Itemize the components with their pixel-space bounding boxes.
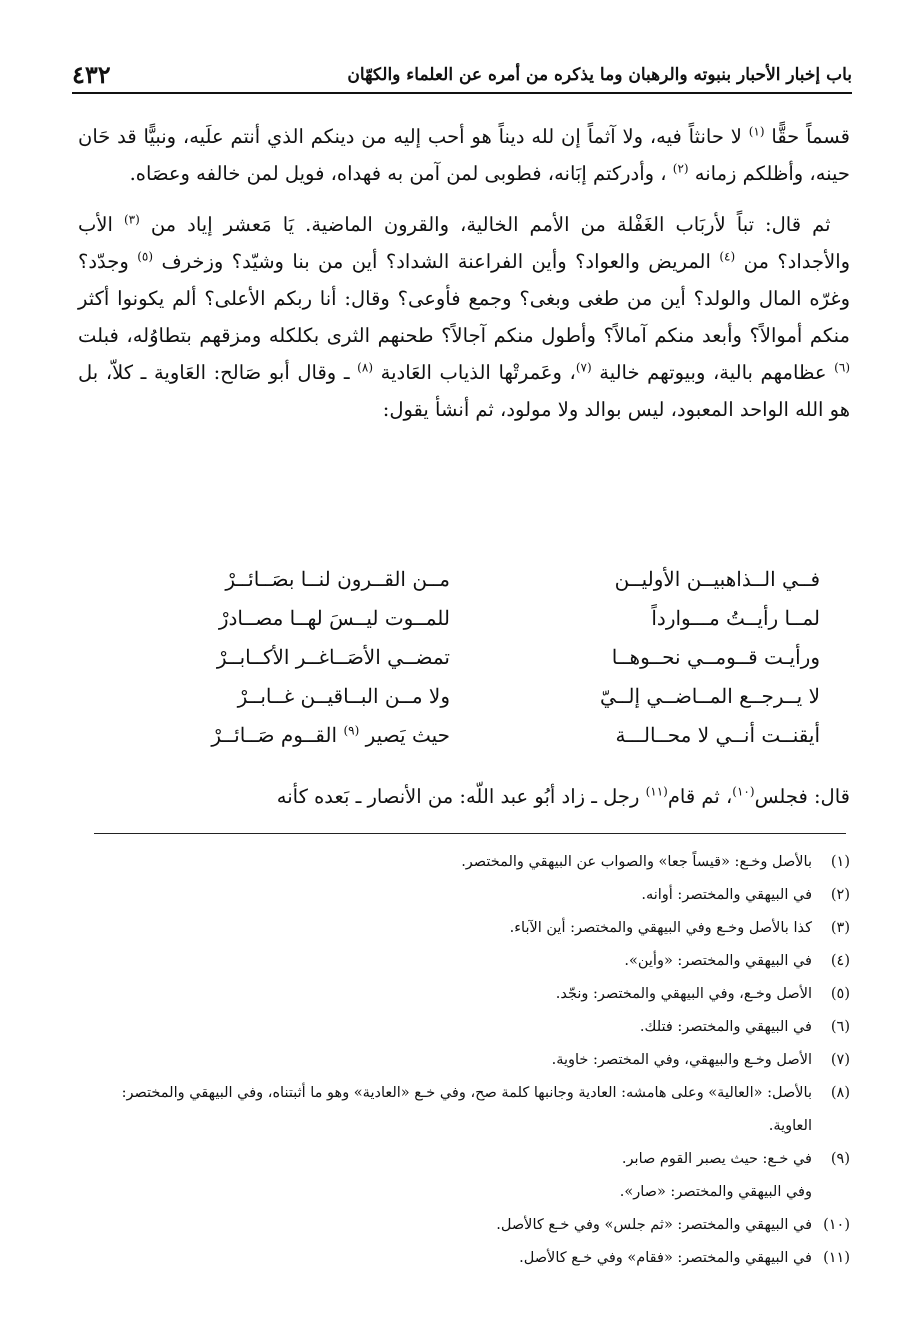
first-hemistich: لا يــرجــع المــاضــي إلــيّ <box>600 684 820 708</box>
second-hemistich: تمضــي الأصَــاغــر الأكــابــرْ <box>216 645 450 669</box>
poem-verse <box>120 560 820 599</box>
footnote-ref-11: (١١) <box>645 784 668 799</box>
paragraph-1 <box>78 118 850 192</box>
footnote <box>78 1077 850 1143</box>
text-run: ـ وقال أبو صَالح: العَاوية ـ كلاّ، بل هو الله الواحد المعبود، ليس بوالد ولا مولود، ثم أنشأ يقول: <box>78 361 850 421</box>
footnote-number: (٣) <box>830 920 850 936</box>
footnote-number: (٦) <box>830 1019 850 1035</box>
footnote-ref-2: (٢) <box>672 161 689 176</box>
poem-verse <box>120 677 820 716</box>
paragraph-2 <box>78 206 850 428</box>
page-header <box>72 52 852 90</box>
footnote-text: في خـع: حيث يصبر القوم صابر. <box>621 1151 812 1167</box>
footnote-text: كذا بالأصل وخـع وفي البيهقي والمختصر: أين الآباء. <box>509 920 812 936</box>
footnote-text: بالأصل وخـع: «قيساً جعا» والصواب عن البيهقي والمختصر. <box>461 854 812 870</box>
footnote <box>78 1242 850 1275</box>
header-rule <box>72 92 852 94</box>
main-text <box>78 118 850 428</box>
footnote-number: (٤) <box>830 953 850 969</box>
footnote-text: الأصل وخـع، وفي البيهقي والمختصر: ونجّد. <box>555 986 812 1002</box>
footnote-number: (٨) <box>830 1085 850 1101</box>
footnote-continuation: وفي البيهقي والمختصر: «صار». <box>619 1184 812 1200</box>
text-run: ، وأدركتم إبَانه، فطوبى لمن آمن به فهداه، فويل لمن خالفه وعصَاه. <box>129 162 667 185</box>
footnote-number: (٧) <box>830 1052 850 1068</box>
hemistich-part: القــوم صَــائــرْ <box>211 723 338 747</box>
footnote-text: في البيهقي والمختصر: «وأين». <box>624 953 812 969</box>
text-run: ، ثم قام <box>667 785 733 808</box>
hemistich-part: حيث يَصير <box>365 723 450 747</box>
footnote-text: بالأصل: «العالية» وعلى هامشه: العادية وجانبها كلمة صح، وفي خـع «العادية» وهو ما أثبتناه، وفي البيهقي والمختصر: العاوية. <box>121 1085 812 1134</box>
footnote-number: (١١) <box>823 1250 850 1266</box>
first-hemistich: فــي الــذاهبيــن الأوليــن <box>614 567 820 591</box>
second-hemistich: ولا مــن البــاقيــن غــابــرْ <box>237 684 450 708</box>
first-hemistich: ورأيـت قــومــي نحــوهــا <box>611 645 820 669</box>
first-hemistich: لمــا رأيــتُ مـــوارداً <box>651 606 820 630</box>
footnote <box>78 978 850 1011</box>
running-title: باب إخبار الأحبار بنبوته والرهبان وما يذكره من أمره عن العلماء والكهّان <box>347 65 852 85</box>
footnote <box>78 912 850 945</box>
footnote <box>78 1143 850 1176</box>
poem-verse <box>120 638 820 677</box>
footnote-ref-3: (٣) <box>123 212 140 227</box>
footnote-number: (١٠) <box>823 1217 850 1233</box>
text-run: ثم قال: تباً لأربَاب الغَفْلة من الأمم الخالية، والقرون الماضية. يَا مَعشر إياد من <box>150 213 831 236</box>
footnote-separator <box>94 833 846 834</box>
footnote-number: (٩) <box>830 1151 850 1167</box>
footnote-ref-5: (٥) <box>137 249 154 264</box>
closing-line <box>78 778 850 815</box>
second-hemistich: مــن القــرون لنــا بصَــائــرْ <box>225 567 450 591</box>
poem-verse <box>120 716 820 755</box>
footnote-text: في البيهقي والمختصر: فتلك. <box>639 1019 812 1035</box>
first-hemistich: أيقنــت أنــي لا محــالـــة <box>615 723 820 747</box>
footnote-number: (٥) <box>830 986 850 1002</box>
footnote <box>78 945 850 978</box>
footnote <box>78 846 850 879</box>
text-run: قال: فجلس <box>754 785 850 808</box>
footnote-text: في البيهقي والمختصر: أوانه. <box>641 887 812 903</box>
text-run: الأب والأجداد؟ من <box>78 213 851 273</box>
footnote <box>78 1209 850 1242</box>
footnote <box>78 1011 850 1044</box>
footnote-ref-4: (٤) <box>719 249 736 264</box>
footnote <box>78 1044 850 1077</box>
footnote-text: الأصل وخـع والبيهقي، وفي المختصر: خاوية. <box>551 1052 812 1068</box>
footnote-ref-9: (٩) <box>343 723 360 738</box>
poem <box>120 560 820 755</box>
footnotes <box>78 846 850 1275</box>
second-hemistich <box>120 716 450 755</box>
footnote-ref-10: (١٠) <box>732 784 755 799</box>
footnote-ref-6: (٦) <box>834 360 850 375</box>
text-run: رجل ـ زاد أبُو عبد اللّه: من الأنصار ـ بَعده كأنه <box>276 785 640 808</box>
poem-verse <box>120 599 820 638</box>
page-number: ٤٣٢ <box>72 60 111 89</box>
footnote <box>78 879 850 912</box>
footnote-text: في البيهقي والمختصر: «ثم جلس» وفي خـع كالأصل. <box>496 1217 812 1233</box>
footnote-number: (١) <box>830 854 850 870</box>
text-run: ، وعَمرتْها الذياب العَادية <box>380 361 576 384</box>
footnote-ref-8: (٨) <box>357 360 373 375</box>
text-run: عظامهم بالية، وبيوتهم خالية <box>599 361 827 384</box>
footnote-number: (٢) <box>830 887 850 903</box>
text-run: قسماً حقًّا <box>771 125 850 148</box>
footnote-text: في البيهقي والمختصر: «فقام» وفي خـع كالأصل. <box>519 1250 812 1266</box>
text-run: لا حانثاً فيه، ولا آثماً إن لله ديناً هو أحب إليه من دينكم الذي أنتم علَيه، ونبيًّا قد حَان حينه، وأظلكم زمانه <box>78 125 850 185</box>
text-run: المريض والعواد؟ وأين الفراعنة الشداد؟ أين من بنا وشيّد؟ وزخرف <box>161 250 711 273</box>
second-hemistich: للمــوت ليــسَ لهــا مصــادرْ <box>218 606 450 630</box>
footnote-ref-1: (١) <box>748 124 765 139</box>
text-run: وجدّد؟ وغرّه المال والولد؟ أين من طغى وبغى؟ وجمع فأوعى؟ وقال: أنا ربكم الأعلى؟ ألم يكونوا أكثر منكم أموالاً؟ وأبعد منكم آمالاً؟ وأطول منكم آجالاً؟ طحنهم الثرى بكلكله ومزقهم بتطاوُله، فبلت <box>78 250 850 347</box>
footnote-ref-7: (٧) <box>575 360 592 375</box>
